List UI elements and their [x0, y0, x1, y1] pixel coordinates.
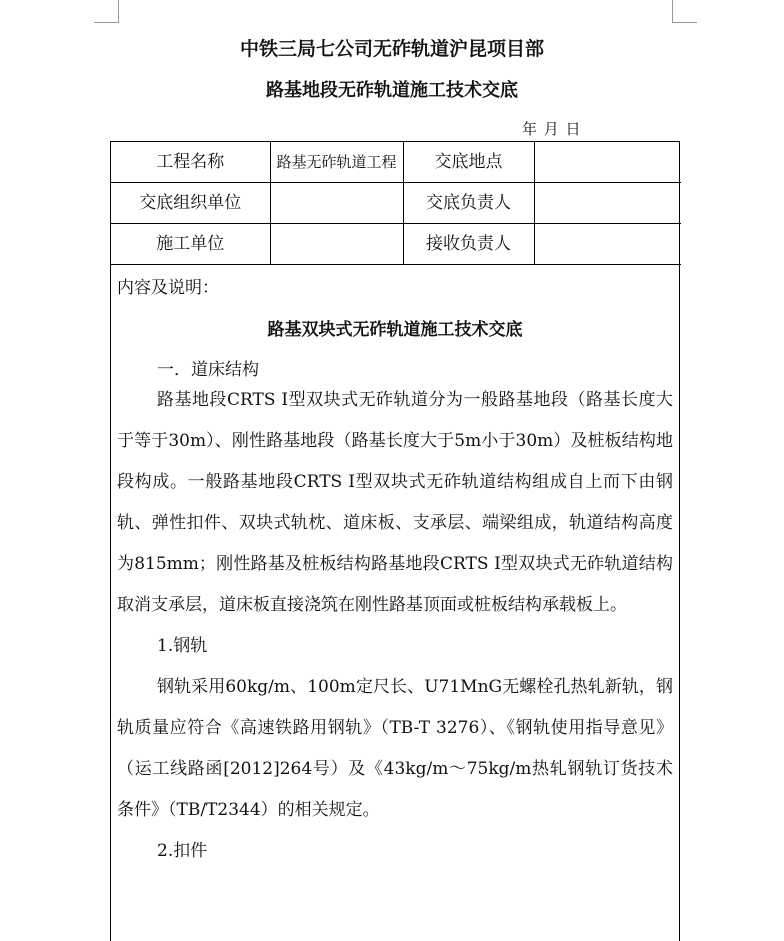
- label-organizing-unit: 交底组织单位: [111, 183, 270, 224]
- content-section: [111, 273, 679, 872]
- content-label: 内容及说明：: [117, 278, 219, 298]
- label-construction-unit: 施工单位: [111, 224, 270, 265]
- paragraph-track-structure: 路基地段CRTS Ⅰ型双块式无砟轨道分为一般路基地段（路基长度大于等于30m）、刚性路基地段（路基长度大于5m小于30m）及桩板结构地段构成。一般路基地段CRTS Ⅰ型双块式无砟轨道结构组成自上而下由钢轨、弹性扣件、双块式轨枕、道床板、支承层、端梁组成，轨道结构高度为815mm；刚性路基及桩板结构路基地段CRTS Ⅰ型双块式无砟轨道结构取消支承层，道床板直接浇筑在刚性路基顶面或桩板结构承载板上。: [117, 390, 673, 615]
- disclosure-form: [110, 141, 680, 941]
- table-row: [111, 224, 681, 265]
- document-title: 路基地段无砟轨道施工技术交底: [266, 80, 518, 101]
- paragraph-rail: 钢轨采用60kg/m、100m定尺长、U71MnG无螺栓孔热轧新轨，钢轨质量应符合《高速铁路用钢轨》（TB-T 3276）、《钢轨使用指导意见》（运工线路函[2012]264号）及《43kg/m～75kg/m热轧钢轨订货技术条件》（TB/T2344）的相关规定。: [117, 677, 673, 820]
- table-row: [111, 183, 681, 224]
- value-project-name[interactable]: 路基无砟轨道工程: [270, 142, 403, 183]
- section-title: 路基双块式无砟轨道施工技术交底: [267, 320, 523, 340]
- org-title: 中铁三局七公司无砟轨道沪昆项目部: [239, 38, 544, 60]
- info-table: [111, 142, 681, 265]
- value-receiving-lead[interactable]: [534, 224, 681, 265]
- value-organizing-unit[interactable]: [270, 183, 403, 224]
- table-row: [111, 142, 681, 183]
- label-project-name: 工程名称: [111, 142, 270, 183]
- value-construction-unit[interactable]: [270, 224, 403, 265]
- page-corner-mark-left: [94, 0, 119, 23]
- subheading-fastener: 2.扣件: [157, 841, 208, 861]
- label-disclosure-lead: 交底负责人: [403, 183, 534, 224]
- heading-track-structure: 一．道床结构: [157, 360, 259, 380]
- label-disclosure-location: 交底地点: [403, 142, 534, 183]
- subheading-rail: 1.钢轨: [157, 636, 208, 656]
- value-disclosure-lead[interactable]: [534, 183, 681, 224]
- label-receiving-lead: 接收负责人: [403, 224, 534, 265]
- date-line: 年 月 日: [522, 120, 582, 138]
- page-corner-mark-right: [672, 0, 697, 23]
- value-disclosure-location[interactable]: [534, 142, 681, 183]
